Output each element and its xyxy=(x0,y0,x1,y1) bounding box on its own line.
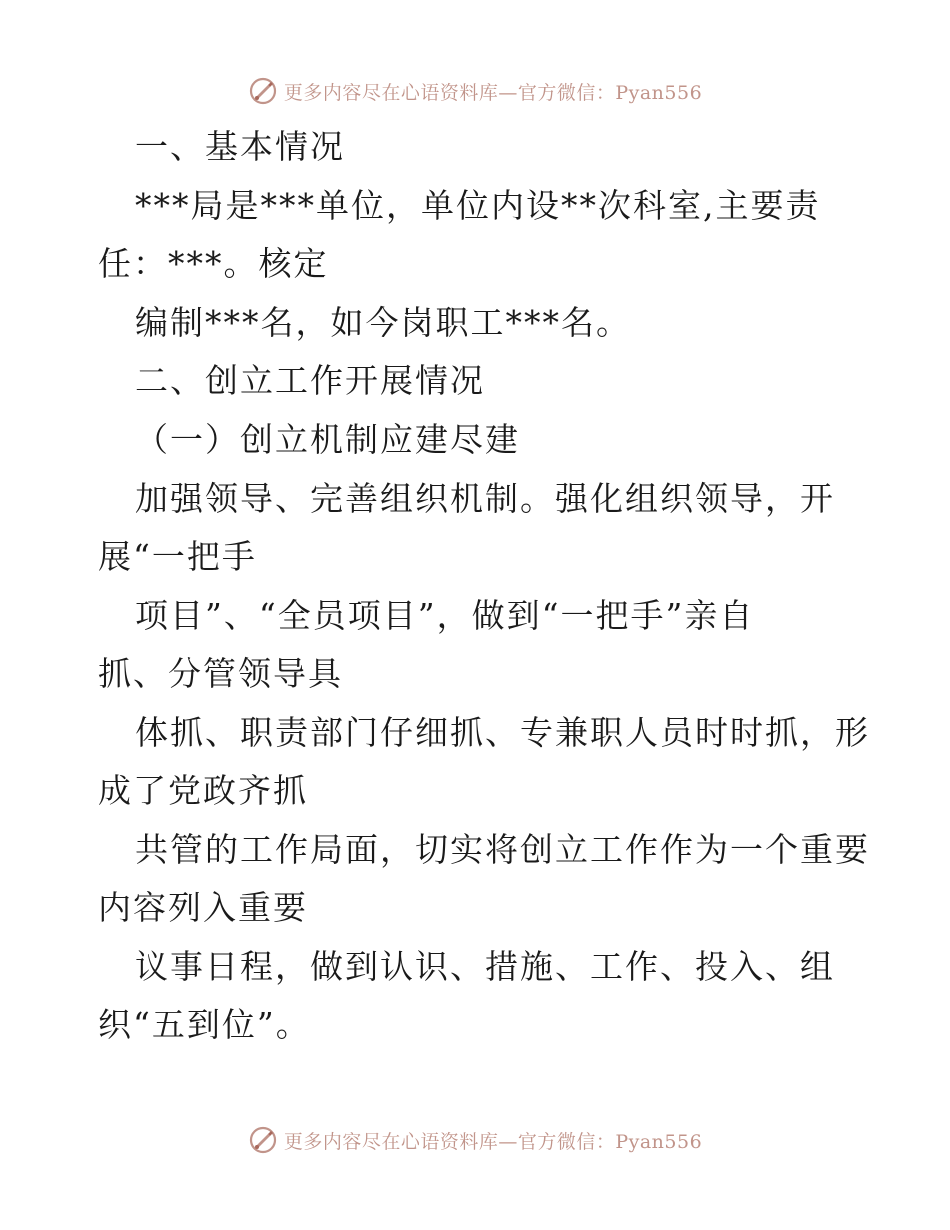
paragraph-line: 展“一把手 xyxy=(98,537,257,576)
paragraph-line: 编制***名，如今岗职工***名。 xyxy=(135,303,631,342)
paragraph-line: 任：***。核定 xyxy=(98,244,329,283)
subsection-heading: （一）创立机制应建尽建 xyxy=(135,420,520,459)
watermark-text: 更多内容尽在心语资料库—官方微信：Pyan556 xyxy=(283,1130,703,1153)
watermark-text: 更多内容尽在心语资料库—官方微信：Pyan556 xyxy=(283,81,703,104)
paragraph-line: 织“五到位”。 xyxy=(98,1005,311,1044)
header-watermark-banner xyxy=(0,71,950,111)
paragraph-line: 内容列入重要 xyxy=(98,888,308,927)
paragraph-line: 项目”、“全员项目”，做到“一把手”亲自 xyxy=(135,596,755,635)
paragraph-line: 体抓、职责部门仔细抓、专兼职人员时时抓，形 xyxy=(135,713,870,752)
paragraph-line: 共管的工作局面，切实将创立工作作为一个重要 xyxy=(135,830,870,869)
pen-seal-icon xyxy=(248,76,278,106)
paragraph-line: 加强领导、完善组织机制。强化组织领导，开 xyxy=(135,479,835,518)
pen-seal-icon xyxy=(248,1125,278,1155)
paragraph-line: 成了党政齐抓 xyxy=(98,771,308,810)
section-heading: 一、基本情况 xyxy=(135,127,345,166)
footer-watermark-banner xyxy=(0,1120,950,1160)
paragraph-line: ***局是***单位，单位内设**次科室,主要责 xyxy=(135,186,821,225)
paragraph-line: 议事日程，做到认识、措施、工作、投入、组 xyxy=(135,947,835,986)
paragraph-line: 抓、分管领导具 xyxy=(98,654,343,693)
section-heading: 二、创立工作开展情况 xyxy=(135,361,485,400)
